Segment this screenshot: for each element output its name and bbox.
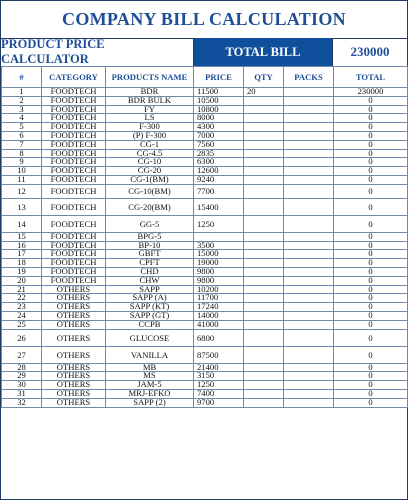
cell-total: 0 xyxy=(334,329,408,346)
cell-qty[interactable] xyxy=(244,184,284,198)
cell-total: 0 xyxy=(334,105,408,114)
cell-packs[interactable] xyxy=(284,215,334,232)
cell-packs[interactable] xyxy=(284,149,334,158)
cell-total: 0 xyxy=(334,215,408,232)
table-row xyxy=(2,311,408,320)
cell-number: 20 xyxy=(2,276,42,285)
cell-qty[interactable] xyxy=(244,232,284,241)
cell-total: 0 xyxy=(334,123,408,132)
table-row xyxy=(2,140,408,149)
col-header-number: # xyxy=(2,67,42,88)
cell-product: SAPP (2) xyxy=(106,398,194,407)
cell-category: FOODTECH xyxy=(42,96,106,105)
cell-number: 5 xyxy=(2,123,42,132)
cell-packs[interactable] xyxy=(284,389,334,398)
cell-category: OTHERS xyxy=(42,303,106,312)
cell-qty[interactable] xyxy=(244,363,284,372)
cell-price: 87500 xyxy=(194,346,244,363)
cell-product: CG-10(BM) xyxy=(106,184,194,198)
cell-total: 0 xyxy=(334,294,408,303)
cell-price: 41000 xyxy=(194,320,244,329)
cell-product: GBFT xyxy=(106,250,194,259)
cell-packs[interactable] xyxy=(284,250,334,259)
table-row xyxy=(2,88,408,97)
cell-total: 0 xyxy=(334,398,408,407)
cell-total: 0 xyxy=(334,381,408,390)
cell-number: 11 xyxy=(2,175,42,184)
table-row xyxy=(2,198,408,215)
cell-category: OTHERS xyxy=(42,363,106,372)
cell-packs[interactable] xyxy=(284,131,334,140)
cell-total: 230000 xyxy=(334,88,408,97)
cell-category: FOODTECH xyxy=(42,215,106,232)
cell-packs[interactable] xyxy=(284,140,334,149)
cell-qty[interactable] xyxy=(244,149,284,158)
cell-qty[interactable] xyxy=(244,114,284,123)
cell-category: FOODTECH xyxy=(42,131,106,140)
cell-product: CHW xyxy=(106,276,194,285)
cell-category: OTHERS xyxy=(42,398,106,407)
cell-packs[interactable] xyxy=(284,267,334,276)
cell-product: CG-10 xyxy=(106,158,194,167)
cell-category: OTHERS xyxy=(42,346,106,363)
cell-packs[interactable] xyxy=(284,114,334,123)
cell-product: FY xyxy=(106,105,194,114)
table-row xyxy=(2,320,408,329)
cell-price: 15000 xyxy=(194,250,244,259)
cell-category: FOODTECH xyxy=(42,158,106,167)
cell-number: 32 xyxy=(2,398,42,407)
cell-price: 7400 xyxy=(194,389,244,398)
table-row xyxy=(2,232,408,241)
cell-category: FOODTECH xyxy=(42,198,106,215)
cell-number: 29 xyxy=(2,372,42,381)
cell-price: 19000 xyxy=(194,259,244,268)
table-row xyxy=(2,175,408,184)
cell-price: 10800 xyxy=(194,105,244,114)
cell-qty[interactable] xyxy=(244,381,284,390)
cell-packs[interactable] xyxy=(284,372,334,381)
table-row xyxy=(2,346,408,363)
table-header-row xyxy=(2,67,408,88)
cell-packs[interactable] xyxy=(284,346,334,363)
cell-qty[interactable] xyxy=(244,158,284,167)
cell-packs[interactable] xyxy=(284,398,334,407)
table-body xyxy=(2,88,408,408)
cell-category: FOODTECH xyxy=(42,232,106,241)
cell-number: 31 xyxy=(2,389,42,398)
table-row xyxy=(2,303,408,312)
cell-packs[interactable] xyxy=(284,329,334,346)
products-table xyxy=(1,66,408,408)
table-row xyxy=(2,114,408,123)
cell-qty[interactable] xyxy=(244,167,284,176)
cell-product: VANILLA xyxy=(106,346,194,363)
cell-qty[interactable] xyxy=(244,241,284,250)
cell-price: 7700 xyxy=(194,184,244,198)
cell-category: OTHERS xyxy=(42,329,106,346)
table-row xyxy=(2,294,408,303)
cell-qty[interactable] xyxy=(244,123,284,132)
cell-number: 24 xyxy=(2,311,42,320)
cell-price: 6800 xyxy=(194,329,244,346)
table-row xyxy=(2,250,408,259)
cell-product: CG-20(BM) xyxy=(106,198,194,215)
cell-number: 4 xyxy=(2,114,42,123)
cell-total: 0 xyxy=(334,198,408,215)
cell-price: 9240 xyxy=(194,175,244,184)
cell-number: 18 xyxy=(2,259,42,268)
table-row xyxy=(2,215,408,232)
cell-product: MRJ-EFKO xyxy=(106,389,194,398)
cell-number: 3 xyxy=(2,105,42,114)
cell-packs[interactable] xyxy=(284,232,334,241)
cell-total: 0 xyxy=(334,184,408,198)
cell-product: BDR xyxy=(106,88,194,97)
cell-number: 21 xyxy=(2,285,42,294)
cell-product: GLUCOSE xyxy=(106,329,194,346)
cell-price: 9800 xyxy=(194,276,244,285)
cell-price: 11700 xyxy=(194,294,244,303)
cell-number: 14 xyxy=(2,215,42,232)
cell-packs[interactable] xyxy=(284,259,334,268)
table-row xyxy=(2,267,408,276)
cell-packs[interactable] xyxy=(284,88,334,97)
cell-price: 14000 xyxy=(194,311,244,320)
table-row xyxy=(2,389,408,398)
cell-total: 0 xyxy=(334,149,408,158)
cell-price: 1250 xyxy=(194,215,244,232)
cell-product: CG-20 xyxy=(106,167,194,176)
cell-qty[interactable] xyxy=(244,140,284,149)
table-row xyxy=(2,398,408,407)
cell-qty[interactable] xyxy=(244,329,284,346)
cell-category: FOODTECH xyxy=(42,123,106,132)
cell-qty[interactable] xyxy=(244,198,284,215)
cell-qty[interactable]: 20 xyxy=(244,88,284,97)
cell-price: 21400 xyxy=(194,363,244,372)
cell-packs[interactable] xyxy=(284,96,334,105)
cell-category: FOODTECH xyxy=(42,88,106,97)
cell-qty[interactable] xyxy=(244,303,284,312)
total-bill-label: TOTAL BILL xyxy=(194,38,332,66)
cell-price: 17240 xyxy=(194,303,244,312)
cell-category: FOODTECH xyxy=(42,175,106,184)
cell-number: 25 xyxy=(2,320,42,329)
table-row xyxy=(2,184,408,198)
cell-category: FOODTECH xyxy=(42,276,106,285)
total-bill-value: 230000 xyxy=(332,38,407,66)
cell-number: 1 xyxy=(2,88,42,97)
cell-product: CG-1 xyxy=(106,140,194,149)
cell-product: JAM-5 xyxy=(106,381,194,390)
table-row xyxy=(2,158,408,167)
cell-price: 8000 xyxy=(194,114,244,123)
cell-packs[interactable] xyxy=(284,303,334,312)
cell-packs[interactable] xyxy=(284,320,334,329)
cell-number: 15 xyxy=(2,232,42,241)
cell-total: 0 xyxy=(334,241,408,250)
table-row xyxy=(2,363,408,372)
col-header-product: PRODUCTS NAME xyxy=(106,67,194,88)
cell-category: OTHERS xyxy=(42,381,106,390)
table-row xyxy=(2,149,408,158)
cell-packs[interactable] xyxy=(284,105,334,114)
table-row xyxy=(2,96,408,105)
cell-number: 12 xyxy=(2,184,42,198)
cell-price: 3500 xyxy=(194,241,244,250)
cell-packs[interactable] xyxy=(284,363,334,372)
cell-packs[interactable] xyxy=(284,167,334,176)
cell-packs[interactable] xyxy=(284,285,334,294)
cell-category: FOODTECH xyxy=(42,184,106,198)
col-header-qty: QTY xyxy=(244,67,284,88)
table-row xyxy=(2,259,408,268)
sheet-title: COMPANY BILL CALCULATION xyxy=(1,1,407,39)
cell-qty[interactable] xyxy=(244,285,284,294)
cell-total: 0 xyxy=(334,232,408,241)
cell-packs[interactable] xyxy=(284,175,334,184)
cell-price: 9700 xyxy=(194,398,244,407)
cell-packs[interactable] xyxy=(284,184,334,198)
cell-price: 4300 xyxy=(194,123,244,132)
cell-price: 11500 xyxy=(194,88,244,97)
cell-number: 8 xyxy=(2,149,42,158)
cell-total: 0 xyxy=(334,140,408,149)
cell-qty[interactable] xyxy=(244,215,284,232)
cell-total: 0 xyxy=(334,363,408,372)
cell-category: FOODTECH xyxy=(42,250,106,259)
cell-qty[interactable] xyxy=(244,320,284,329)
col-header-price: PRICE xyxy=(194,67,244,88)
cell-total: 0 xyxy=(334,303,408,312)
cell-price: 10200 xyxy=(194,285,244,294)
cell-price xyxy=(194,232,244,241)
cell-category: FOODTECH xyxy=(42,149,106,158)
cell-price: 6300 xyxy=(194,158,244,167)
table-row xyxy=(2,329,408,346)
col-header-total: TOTAL xyxy=(334,67,408,88)
cell-category: FOODTECH xyxy=(42,259,106,268)
cell-qty[interactable] xyxy=(244,294,284,303)
subheader-bar xyxy=(1,38,407,67)
cell-number: 16 xyxy=(2,241,42,250)
cell-category: FOODTECH xyxy=(42,105,106,114)
cell-price: 10500 xyxy=(194,96,244,105)
cell-packs[interactable] xyxy=(284,123,334,132)
table-row xyxy=(2,123,408,132)
cell-number: 26 xyxy=(2,329,42,346)
table-row xyxy=(2,167,408,176)
cell-packs[interactable] xyxy=(284,294,334,303)
cell-category: FOODTECH xyxy=(42,267,106,276)
cell-packs[interactable] xyxy=(284,241,334,250)
cell-qty[interactable] xyxy=(244,105,284,114)
cell-product: CPFT xyxy=(106,259,194,268)
cell-packs[interactable] xyxy=(284,381,334,390)
cell-total: 0 xyxy=(334,250,408,259)
cell-price: 15400 xyxy=(194,198,244,215)
cell-qty[interactable] xyxy=(244,311,284,320)
cell-price: 1250 xyxy=(194,381,244,390)
cell-qty[interactable] xyxy=(244,259,284,268)
cell-product: CCPB xyxy=(106,320,194,329)
cell-total: 0 xyxy=(334,320,408,329)
cell-price: 9800 xyxy=(194,267,244,276)
cell-product: MS xyxy=(106,372,194,381)
cell-product: LS xyxy=(106,114,194,123)
cell-number: 13 xyxy=(2,198,42,215)
cell-product: (P) F-300 xyxy=(106,131,194,140)
cell-product: SAPP (A) xyxy=(106,294,194,303)
cell-total: 0 xyxy=(334,311,408,320)
cell-qty[interactable] xyxy=(244,131,284,140)
cell-total: 0 xyxy=(334,259,408,268)
cell-number: 19 xyxy=(2,267,42,276)
cell-total: 0 xyxy=(334,267,408,276)
cell-category: OTHERS xyxy=(42,285,106,294)
cell-product: SAPP (GT) xyxy=(106,311,194,320)
cell-number: 10 xyxy=(2,167,42,176)
cell-qty[interactable] xyxy=(244,250,284,259)
col-header-packs: PACKS xyxy=(284,67,334,88)
cell-category: FOODTECH xyxy=(42,140,106,149)
cell-number: 28 xyxy=(2,363,42,372)
cell-qty[interactable] xyxy=(244,372,284,381)
table-row xyxy=(2,105,408,114)
cell-price: 2835 xyxy=(194,149,244,158)
cell-number: 9 xyxy=(2,158,42,167)
cell-number: 6 xyxy=(2,131,42,140)
cell-product: SAPP (KT) xyxy=(106,303,194,312)
cell-price: 3150 xyxy=(194,372,244,381)
cell-number: 7 xyxy=(2,140,42,149)
cell-qty[interactable] xyxy=(244,96,284,105)
cell-category: OTHERS xyxy=(42,389,106,398)
cell-qty[interactable] xyxy=(244,267,284,276)
table-row xyxy=(2,285,408,294)
calculator-label: PRODUCT PRICE CALCULATOR xyxy=(1,38,194,66)
table-row xyxy=(2,241,408,250)
cell-category: OTHERS xyxy=(42,311,106,320)
cell-number: 23 xyxy=(2,303,42,312)
cell-category: FOODTECH xyxy=(42,114,106,123)
cell-packs[interactable] xyxy=(284,276,334,285)
table-row xyxy=(2,276,408,285)
cell-total: 0 xyxy=(334,276,408,285)
cell-product: BPG-5 xyxy=(106,232,194,241)
cell-packs[interactable] xyxy=(284,198,334,215)
cell-product: CG-1(BM) xyxy=(106,175,194,184)
cell-product: CHD xyxy=(106,267,194,276)
cell-category: FOODTECH xyxy=(42,241,106,250)
cell-total: 0 xyxy=(334,285,408,294)
cell-product: BDR BULK xyxy=(106,96,194,105)
cell-product: SAPP xyxy=(106,285,194,294)
table-row xyxy=(2,372,408,381)
cell-qty[interactable] xyxy=(244,175,284,184)
cell-product: MB xyxy=(106,363,194,372)
cell-packs[interactable] xyxy=(284,311,334,320)
cell-product: CG-4.5 xyxy=(106,149,194,158)
cell-product: BP-10 xyxy=(106,241,194,250)
cell-number: 22 xyxy=(2,294,42,303)
cell-total: 0 xyxy=(334,346,408,363)
cell-number: 2 xyxy=(2,96,42,105)
cell-qty[interactable] xyxy=(244,346,284,363)
cell-total: 0 xyxy=(334,389,408,398)
cell-qty[interactable] xyxy=(244,276,284,285)
cell-total: 0 xyxy=(334,175,408,184)
cell-number: 17 xyxy=(2,250,42,259)
cell-category: FOODTECH xyxy=(42,167,106,176)
cell-price: 7000 xyxy=(194,131,244,140)
cell-total: 0 xyxy=(334,167,408,176)
cell-category: OTHERS xyxy=(42,372,106,381)
cell-number: 27 xyxy=(2,346,42,363)
cell-price: 12600 xyxy=(194,167,244,176)
cell-total: 0 xyxy=(334,131,408,140)
cell-packs[interactable] xyxy=(284,158,334,167)
table-row xyxy=(2,381,408,390)
cell-category: OTHERS xyxy=(42,294,106,303)
cell-number: 30 xyxy=(2,381,42,390)
cell-total: 0 xyxy=(334,158,408,167)
cell-category: OTHERS xyxy=(42,320,106,329)
cell-product: GG-5 xyxy=(106,215,194,232)
cell-total: 0 xyxy=(334,372,408,381)
cell-qty[interactable] xyxy=(244,389,284,398)
cell-product: F-300 xyxy=(106,123,194,132)
cell-qty[interactable] xyxy=(244,398,284,407)
table-row xyxy=(2,131,408,140)
cell-total: 0 xyxy=(334,96,408,105)
cell-price: 7560 xyxy=(194,140,244,149)
cell-total: 0 xyxy=(334,114,408,123)
col-header-category: CATEGORY xyxy=(42,67,106,88)
